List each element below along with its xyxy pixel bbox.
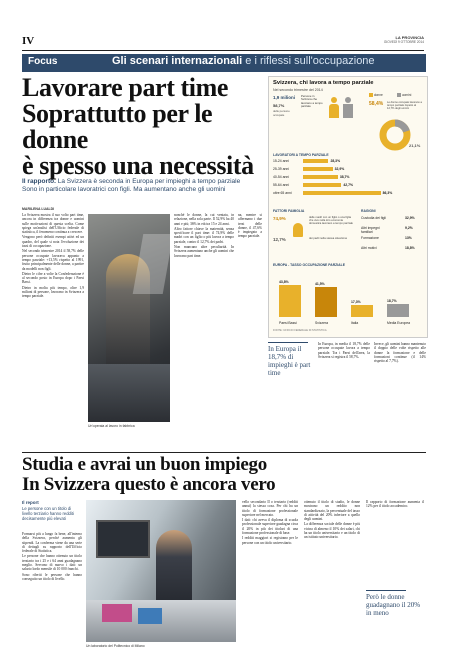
age-section-title: LAVORATORI A TEMPO PARZIALE: [273, 153, 329, 157]
age-bar-2: [303, 175, 338, 179]
page-number: IV: [22, 35, 35, 47]
age-label-1: 25-39 anni: [273, 167, 290, 171]
mother-child-icon: [293, 223, 303, 237]
section-tag: Focus: [28, 56, 58, 67]
reason-value-0: 32,9%: [405, 216, 415, 220]
factors-pct: 74,9%: [273, 216, 286, 221]
article2-col1-p0: Formarsi più a lungo fa bene, all'interno della Svizzera, perché aumenta gli stipendi. La conferma viene da una serie di dettagli su rapporto dell'Ufficio federale di Statistica.: [22, 532, 82, 554]
europe-bar-3: [387, 304, 409, 317]
legend-women-label: donne: [373, 93, 383, 97]
europe-value-1: 41,5%: [315, 282, 325, 287]
infographic-pct-total-label: delle persone occupate: [273, 109, 290, 117]
infographic-total: 1,9 milioni: [273, 95, 296, 100]
lab-monitor: [96, 520, 150, 558]
age-label-4: oltre 65 anni: [273, 191, 292, 195]
section-bar: [22, 54, 426, 72]
article1-subhead-text: La Svizzera è seconda in Europa per impieghi a tempo parziale Sono in particolare lavoratrici con figli. Ma aumentano anche gli uomini: [22, 178, 241, 193]
women-note: Le donne occupate lavorano a tempo parziale rispetto al 12,7% degli uomini: [387, 101, 422, 111]
article2-col2-p0: vello secondario II o terziario (redditi annui) la stessa cosa. Per chi ha un titolo di formazione professionale superiore nel mercato.: [242, 500, 298, 517]
infographic-subtitle: Nel secondo trimestre del 2014: [273, 88, 323, 92]
article2-headline-line2: In Svizzera questo è ancora vero: [22, 474, 276, 495]
europe-bar-2: [351, 305, 373, 317]
legend-men: [397, 93, 411, 97]
europe-bar-0: [279, 285, 301, 317]
section-title-rest: e i riflessi sull'occupazione: [242, 55, 375, 67]
man-icon: [345, 97, 351, 103]
reason-value-2: 13%: [405, 236, 412, 240]
women-pct: 58,4%: [369, 101, 384, 107]
article1-kicker: Il rapporto.: [22, 178, 56, 185]
men-pct: 21,1%: [409, 143, 421, 148]
article1-col4-p2: Invece, gli uomini hanno mantenuto il doppio delle volte rispetto alle donne la formazione e delle formazioni continue (il 14% rispetto al 7,7%).: [374, 342, 426, 364]
europe-label-3: Media Europea: [387, 321, 410, 325]
legend-men-label: uomini: [401, 93, 412, 97]
section-title: [112, 55, 375, 67]
reasons-title: RAGIONI: [361, 209, 376, 213]
article2-deck: Le persone con un titolo di livello terziario hanno redditi decisamente più elevati: [22, 506, 74, 521]
age-label-2: 40-54 anni: [273, 175, 290, 179]
article2-headline: [22, 455, 422, 495]
article2-pullquote-rule: [366, 590, 406, 591]
article1-subhead: [22, 178, 257, 194]
article2-photo-caption: Un laboratorio del Politecnico di Milano: [86, 644, 145, 648]
article2-col2-p1: I dati: chi aveva il diploma di scuola professionale superiore guadagna circa il 20% in più dei titolari di una formazione professionale di base.: [242, 518, 298, 536]
article2-col1: [22, 532, 82, 648]
article1-col3: [238, 213, 262, 443]
article2-pullquote: Però le donne guadagnano il 20% in meno: [366, 593, 421, 617]
article1-headline-line3: è spesso una necessità: [22, 151, 254, 180]
man-body-icon: [343, 104, 353, 118]
machine-shape: [88, 364, 170, 422]
europe-title: EUROPA - TASSO OCCUPAZIONE PARZIALE: [273, 263, 345, 267]
europe-label-2: Italia: [351, 321, 359, 325]
legend-women: [369, 93, 383, 97]
reason-label-1: Altri impegni familiari: [361, 226, 380, 234]
article1-col3b-p1: In Europa, in media il 18,7% delle persone occupate lavora a tempo parziale. Tra i Paesi dell'area, la Svizzera si registra il 58,7%.: [318, 342, 370, 359]
lab-screen-blue: [138, 608, 162, 624]
europe-chart: [273, 271, 423, 327]
article1-headline: [22, 75, 262, 179]
article2-col1-p1: Le persone che hanno ottenuto un titolo terziario tra i 25 e i 64 anni guadagnano meglio. Servono di nuovo i dati: un salario lordo mensile di 10 000 franchi.: [22, 554, 82, 572]
section-title-main: Gli scenari internazionali: [112, 55, 243, 67]
article1-col2-p1: Altro fattore chiave la maternità, senza specificare il part time: il 74,9% delle madri con un figlio o più lavora a tempo parziale, contro il 12,7% dei padri.: [174, 226, 234, 244]
lab-screen-pink: [102, 604, 132, 622]
article2-col4-p2: Il rapporto di formazione aumenta il 12% per il titolo accademico.: [366, 500, 424, 509]
age-label-3: 55-64 anni: [273, 183, 290, 187]
reason-value-3: 18,8%: [405, 246, 415, 250]
article1-col2-p2: Non mancano altre peculiarità. In Svizzera aumentano anche gli uomini che lavorano part time.: [174, 245, 234, 258]
article2-kicker: Il report: [22, 500, 39, 505]
reasons-list: [361, 216, 423, 256]
article1-col1-p2: Nel secondo trimestre 2014 il 58,7% delle persone occupate lavorava appunto a tempo parziale: +13,5% rispetto al 1991, frutto principalmente delle donne, a partire da modelli non figli.: [22, 249, 84, 271]
europe-label-0: Paesi Bassi: [279, 321, 297, 325]
article1-pullquote-rule: [268, 342, 308, 343]
legend-women-swatch: [369, 93, 373, 97]
article1-col1: [22, 213, 84, 443]
article1-col1-p3: Dietro le cifre a volte la Confederazione è al secondo posto in Europa dopo i Paesi Bassi.: [22, 271, 84, 285]
women-donut-chart: [377, 119, 413, 151]
europe-label-1: Svizzera: [315, 321, 329, 325]
article2-col1-p2: Sono riferiti le persone che hanno conseguito un titolo di livello.: [22, 572, 82, 581]
people-icons: [327, 97, 357, 119]
header-rule: [22, 50, 424, 51]
header-date: GIOVEDÌ 9 OTTOBRE 2014: [383, 40, 424, 44]
article1-col1-p0: La Svizzera mostra il suo volto part time, ancora in differenza tra donne e uomini sulle motivazioni di questa scelta. Come spiega un'analisi dell'Ufficio federale di statistica, il fenomeno continua a crescere.: [22, 213, 84, 235]
woman-icon: [331, 97, 337, 103]
article1-col4: [374, 342, 426, 446]
reason-label-2: Formazione: [361, 236, 379, 240]
article2-col3-p0: ottenuto il titolo di studio, le donne mostrano un reddito non standardizzato, la percentuale del tasso di attività del 20% inferiore a quello degli uomini.: [304, 500, 360, 522]
article1-col2-p0: nonché le donne, la cui ventata, in relazione, nella sola parte. Il 52,9% ha 40 anni e più; 36% in età tra 15 e 24 anni.: [174, 213, 234, 226]
europe-value-3: 18,7%: [387, 298, 397, 303]
age-value-3: 42,7%: [343, 183, 354, 187]
factors-text: delle madri con un figlio o una figlia che vive nella loro economia domestica lavorano a tempo parziale: [309, 216, 353, 226]
age-bar-0: [303, 159, 328, 163]
infographic-total-label: Persone in Svizzera che lavorano a tempo parziale: [301, 94, 323, 109]
article2-photo: [86, 500, 236, 642]
age-label-0: 15-24 anni: [273, 159, 290, 163]
article1-headline-line1: Lavorare part time: [22, 73, 229, 102]
article1-photo: [88, 214, 170, 422]
article2-col4: [366, 500, 424, 586]
article1-byline: MARILENA LUALDI: [22, 207, 55, 211]
article1-col1-p1: Vengono però definiti esempi attivi ed un quadro, del quale si nota l'evoluzione dei tassi di occupazione.: [22, 235, 84, 249]
article1-pullquote: In Europa il 18,7% di impieghi è part time: [268, 345, 311, 377]
age-value-2: 38,7%: [339, 175, 350, 179]
article2-headline-line1: Studia e avrai un buon impiego: [22, 454, 267, 475]
woman-body-icon: [329, 104, 339, 118]
article2-col3: [304, 500, 360, 648]
age-value-1: 32,9%: [334, 167, 345, 171]
europe-bar-1: [315, 287, 337, 317]
article1-col1-p4: Dietro in molta più tempo, oltre 1,9 milioni di persone, lavorano in Svizzera a tempo parziale.: [22, 285, 84, 299]
infographic: [268, 76, 428, 338]
age-value-0: 28,3%: [330, 159, 341, 163]
article2-col2-p2: I redditi maggiori si registrano per le persone con un titolo universitario.: [242, 536, 298, 545]
europe-value-2: 17,3%: [351, 299, 361, 304]
age-value-4: 86,3%: [382, 191, 393, 195]
article2-col3-p1: La differenza sociale delle donne è più vicina di almeno il 10% dei salari, chi ha un titolo universitario e un titolo di un istituto universitario.: [304, 522, 360, 540]
age-bar-1: [303, 167, 333, 171]
europe-value-0: 43,8%: [279, 280, 289, 285]
infographic-title: Svizzera, chi lavora a tempo parziale: [273, 80, 374, 86]
factors-title: FATTORI FAMIGLIA: [273, 209, 305, 213]
age-bars: [273, 159, 423, 203]
reason-label-3: Altri motivi: [361, 246, 377, 250]
infographic-source: FONTE: UFFICIO FEDERALE DI STATISTICA: [273, 329, 327, 332]
article1-photo-caption: Un'operaia al lavoro in fabbrica: [88, 424, 135, 428]
articles-divider: [22, 452, 426, 453]
article1-col3b: [318, 342, 370, 446]
article2-col2: [242, 500, 298, 648]
masthead: LA PROVINCIA: [395, 35, 424, 40]
article1-col3-p0: na, mentre si affermano i due terzi delle donne, il 47,6% è impiegato a tempo parziale.: [238, 213, 262, 239]
machine-highlight: [133, 234, 170, 294]
age-bar-4: [303, 191, 381, 195]
infographic-pct-total: 58,7%: [273, 103, 285, 108]
factors-pct2: 12,7%: [273, 237, 286, 242]
age-bar-3: [303, 183, 341, 187]
article1-headline-line2: Soprattutto per le donne: [22, 99, 213, 154]
reason-value-1: 9,2%: [405, 226, 413, 230]
article1-col2: [174, 213, 234, 443]
factors-text2: dei padri nella stessa situazione: [309, 237, 348, 240]
legend-men-swatch: [397, 93, 401, 97]
reason-label-0: Custodia dei figli: [361, 216, 386, 220]
